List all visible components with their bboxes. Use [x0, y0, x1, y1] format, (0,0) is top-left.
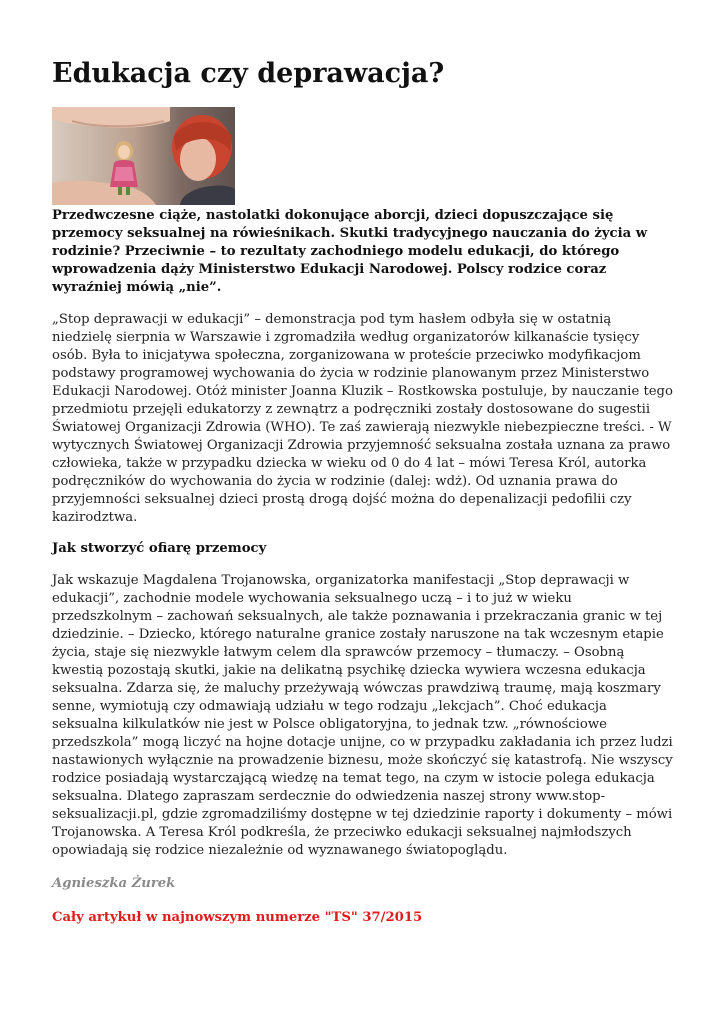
article-paragraph-2: Jak wskazuje Magdalena Trojanowska, organizatorka manifestacji „Stop deprawacji w edukacji”, zachodnie modele wychowania seksualnego uczą – i to już w wieku przedszkolnym – zachowań seksualnych, ale także poznawania i przekraczania granic w tej dziedzinie. – Dziecko, którego naturalne granice zostały naruszone na tak wczesnym etapie życia, staje się niezwykle łatwym celem dla sprawców przemocy – tłumaczy. – Osobną kwestią pozostają skutki, jakie na delikatną psychikę dziecka wywiera wczesna edukacja seksualna. Zdarza się, że maluchy przeżywają wówczas prawdziwą traumę, mają koszmary senne, wymiotują czy odmawiają udziału w tego rodzaju „lekcjach”. Choć edukacja seksualna kilkulatków nie jest w Polsce obligatoryjna, to jednak tzw. „równościowe przedszkola” mogą liczyć na hojne dotacje unijne, co w przypadku zakładania ich przez ludzi nastawionych wyłącznie na prowadzenie biznesu, może skończyć się katastrofą. Nie wszyscy rodzice posiadają wystarczającą wiedzę na temat tego, na czym w istocie polega edukacja seksualna. Dlatego zapraszam serdecznie do odwiedzenia naszej strony www.stop-seksualizacji.pl, gdzie zgromadziliśmy dostępne w tej dziedzinie raporty i dokumenty – mówi Trojanowska. A Teresa Król podkreśla, że przeciwko edukacji seksualnej najmłodszych opowiadają się rodzice niezależnie od wyznawanego światopoglądu. — [52, 573, 673, 858]
article-paragraph-1: „Stop deprawacji w edukacji” – demonstracja pod tym hasłem odbyła się w ostatnią niedzielę sierpnia w Warszawie i zgromadziła według organizatorów kilkanaście tysięcy osób. Była to inicjatywa społeczna, zorganizowana w proteście przeciwko modyfikacjom podstawy programowej wychowania do życia w rodzinie planowanym przez Ministerstwo Edukacji Narodowej. Otóż minister Joanna Kluzik – Rostkowska postuluje, by nauczanie tego przedmiotu przejęli edukatorzy z zewnątrz a podręczniki zostały dostosowane do sugestii Światowej Organizacji Zdrowia (WHO). Te zaś zawierają niezwykle niebezpieczne treści. - W wytycznych Światowej Organizacji Zdrowia przyjemność seksualna została uznana za prawo człowieka, także w przypadku dziecka w wieku od 0 do 4 lat – mówi Teresa Król, autorka podręczników do wychowania do życia w rodzinie (dalej: wdż). Od uznania prawa do przyjemności seksualnej dzieci prostą drogą dojść można do depenalizacji pedofilii czy kazirodztwa. — [52, 312, 673, 525]
photo-illustration — [52, 107, 235, 205]
article-title: Edukacja czy deprawacja? — [52, 58, 445, 89]
promo-link[interactable]: Cały artykuł w najnowszym numerze "TS" 37/2015 — [52, 910, 423, 925]
section-heading: Jak stworzyć ofiarę przemocy — [52, 541, 267, 556]
article-author: Agnieszka Żurek — [52, 876, 176, 891]
article-lead: Przedwczesne ciąże, nastolatki dokonujące aborcji, dzieci dopuszczające się przemocy seksualnej na rówieśnikach. Skutki tradycyjnego nauczania do życia w rodzinie? Przeciwnie – to rezultaty zachodniego modelu edukacji, do którego wprowadzenia dąży Ministerstwo Edukacji Narodowej. Polscy rodzice coraz wyraźniej mówią „nie”. — [52, 208, 648, 295]
article — [52, 0, 674, 927]
article-photo — [52, 107, 235, 205]
